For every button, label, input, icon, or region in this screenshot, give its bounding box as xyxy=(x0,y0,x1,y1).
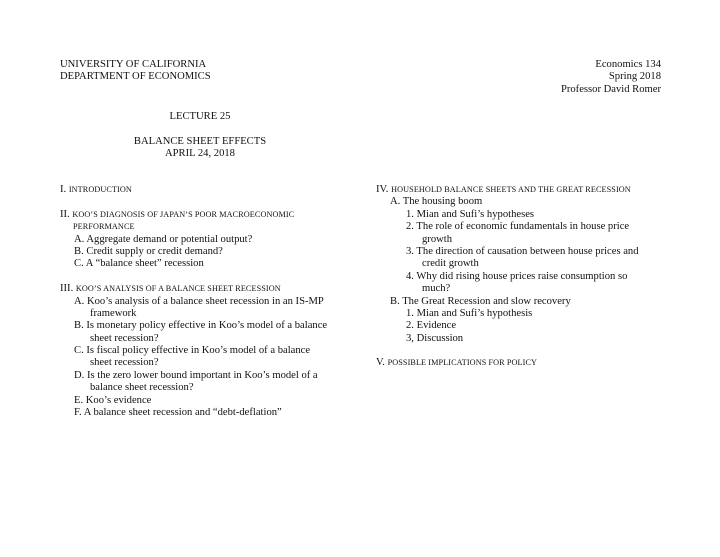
outline-right-column xyxy=(376,184,639,370)
list-item: C. Is fiscal policy effective in Koo’s model of a balance xyxy=(74,345,311,357)
section-4-heading xyxy=(376,184,639,196)
sub-list-item: 4. Why did rising house prices raise consumption so xyxy=(406,270,628,282)
sub-list-item: 2. The role of economic fundamentals in house price xyxy=(406,221,630,233)
list-item: F. A balance sheet recession and “debt-deflation” xyxy=(74,407,282,419)
term: Spring 2018 xyxy=(608,71,661,83)
section-3-heading xyxy=(60,283,327,295)
lecture-number: LECTURE 25 xyxy=(169,111,231,122)
section-title: POSSIBLE IMPLICATIONS FOR POLICY xyxy=(387,358,538,368)
section-number: V. xyxy=(376,357,385,369)
section-title: KOO’S DIAGNOSIS OF JAPAN’S POOR MACROECONOMIC xyxy=(72,209,295,219)
list-item-cont: sheet recession? xyxy=(90,332,159,344)
section-1-heading xyxy=(60,184,327,196)
list-item: E. Koo’s evidence xyxy=(74,394,152,406)
sub-list-item: 3. The direction of causation between house prices and xyxy=(406,245,639,257)
section-number: I. xyxy=(60,184,67,195)
professor-name: Professor David Romer xyxy=(560,83,661,95)
list-item-cont: framework xyxy=(90,307,137,319)
section-number: III. xyxy=(60,283,74,295)
list-item: A. Aggregate demand or potential output? xyxy=(74,233,253,245)
sub-list-item: 3, Discussion xyxy=(406,332,464,344)
section-2-heading xyxy=(60,209,327,221)
sub-list-item: 1. Mian and Sufi’s hypotheses xyxy=(406,208,535,220)
section-number: IV. xyxy=(376,184,389,195)
outline-left-column xyxy=(60,184,327,419)
department-name: DEPARTMENT OF ECONOMICS xyxy=(60,71,211,83)
section-number: II. xyxy=(60,208,70,220)
list-item: B. Credit supply or credit demand? xyxy=(74,245,223,257)
lecture-topic: BALANCE SHEET EFFECTS xyxy=(133,136,267,147)
list-item-cont: balance sheet recession? xyxy=(90,382,194,394)
section-2-heading-cont: PERFORMANCE xyxy=(73,222,135,232)
sub-list-item: 1. Mian and Sufi’s hypothesis xyxy=(406,307,533,319)
list-item: A. The housing boom xyxy=(390,196,483,208)
sub-list-item-cont: credit growth xyxy=(422,258,479,270)
section-title: KOO’S ANALYSIS OF A BALANCE SHEET RECESSION xyxy=(75,284,281,294)
list-item-cont: sheet recession? xyxy=(90,357,159,369)
list-item: C. A “balance sheet” recession xyxy=(74,258,204,270)
section-title: HOUSEHOLD BALANCE SHEETS AND THE GREAT RECESSION xyxy=(391,185,631,194)
sub-list-item-cont: much? xyxy=(422,283,451,295)
course-number: Economics 134 xyxy=(595,59,661,70)
section-5-heading xyxy=(376,357,639,369)
institution-block xyxy=(60,59,211,84)
lecture-date: APRIL 24, 2018 xyxy=(165,148,235,159)
list-item: B. The Great Recession and slow recovery xyxy=(390,295,571,307)
sub-list-item: 2. Evidence xyxy=(406,320,457,332)
list-item: A. Koo’s analysis of a balance sheet recession in an IS-MP xyxy=(74,295,324,307)
course-block xyxy=(561,59,661,96)
sub-list-item-cont: growth xyxy=(422,233,453,245)
university-name: UNIVERSITY OF CALIFORNIA xyxy=(60,59,207,70)
list-item: B. Is monetary policy effective in Koo’s model of a balance xyxy=(74,320,328,332)
list-item: D. Is the zero lower bound important in Koo’s model of a xyxy=(74,369,318,381)
section-title: INTRODUCTION xyxy=(68,185,132,194)
